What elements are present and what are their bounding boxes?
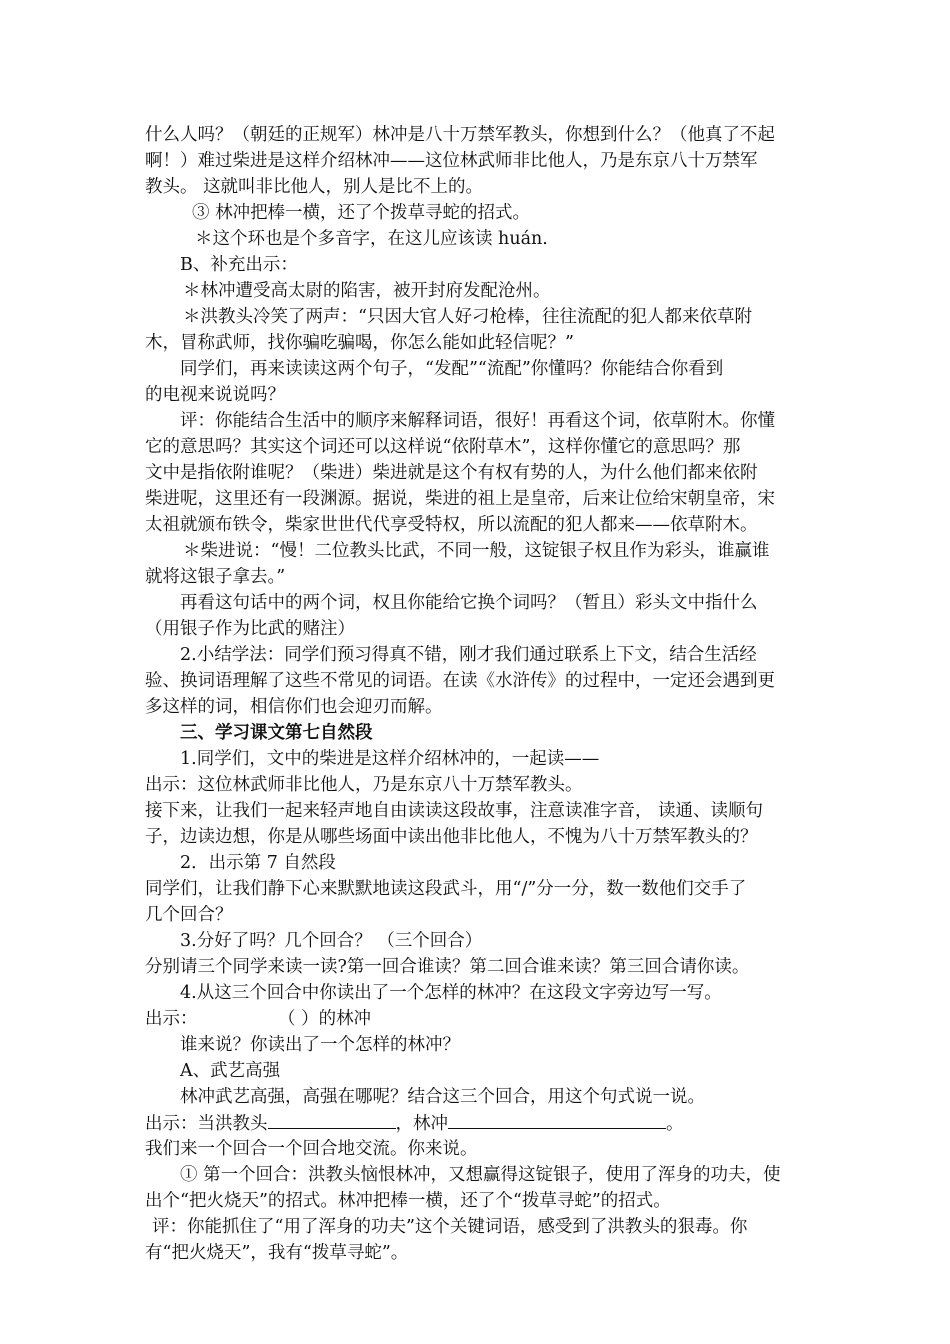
text-line: 谁来说？你读出了一个怎样的林冲？: [180, 1035, 460, 1055]
text-line: B、补充出示：: [180, 255, 298, 275]
text-line: 2．出示第 7 自然段: [180, 853, 336, 873]
text-line: 2.小结学法：同学们预习得真不错，刚才我们通过联系上下文，结合生活经: [180, 645, 757, 665]
text-line: ① 第一个回合：洪教头恼恨林冲，又想赢得这锭银子，使用了浑身的功夫，使: [180, 1165, 781, 1185]
text-line: 同学们，让我们静下心来默默地读这段武斗，用“/”分一分，数一数他们交手了: [145, 879, 747, 899]
text-line: 的电视来说说吗？: [145, 385, 285, 405]
text-line: 出个“把火烧天”的招式。林冲把棒一横，还了个“拨草寻蛇”的招式。: [145, 1191, 671, 1211]
text-line: 木，冒称武师，找你骗吃骗喝，你怎么能如此轻信呢？”: [145, 333, 574, 353]
text-line: 子，边读边想，你是从哪些场面中读出他非比他人，不愧为八十万禁军教头的？: [145, 827, 758, 847]
text-line: ＊洪教头冷笑了两声：“只因大官人好刁枪棒，往往流配的犯人都来依草附: [183, 307, 752, 327]
blank-line: [268, 1110, 396, 1129]
text-line: ③ 林冲把棒一横，还了个拨草寻蛇的招式。: [192, 203, 531, 223]
text-line: 3.分好了吗？几个回合？ （三个回合）: [180, 931, 483, 951]
text-line: 评：你能抓住了“用了浑身的功夫”这个关键词语，感受到了洪教头的狠毒。你: [152, 1217, 748, 1237]
text-line: 评：你能结合生活中的顺序来解释词语，很好！再看这个词，依草附木。你懂: [180, 411, 775, 431]
text-line: 什么人吗？（朝廷的正规军）林冲是八十万禁军教头，你想到什么？（他真了不起: [145, 125, 775, 145]
text-line: A、武艺高强: [180, 1061, 281, 1081]
sentence-frame: [145, 1110, 684, 1136]
text-line: 我们来一个回合一个回合地交流。你来说。: [145, 1139, 478, 1159]
text-line: 文中是指依附谁呢？（柴进）柴进就是这个有权有势的人，为什么他们都来依附: [145, 463, 758, 483]
text-line: ＊这个环也是个多音字，在这儿应该读 huán.: [195, 229, 548, 249]
text-line: 教头。 这就叫非比他人，别人是比不上的。: [145, 177, 484, 197]
text-line: 啊！）难过柴进是这样介绍林冲——这位林武师非比他人，乃是东京八十万禁军: [145, 151, 758, 171]
text-line: 多这样的词，相信你们也会迎刃而解。: [145, 697, 443, 717]
text-line: 太祖就颁布铁令，柴家世世代代享受特权，所以流配的犯人都来——依草附木。: [145, 515, 758, 535]
text-line: 分别请三个同学来读一读?第一回合谁读？第二回合谁来读？第三回合请你读。: [145, 957, 750, 977]
text-fragment: 出示：当洪教头: [145, 1114, 268, 1134]
text-line: 有“把火烧天”，我有“拨草寻蛇”。: [145, 1243, 409, 1263]
text-line: 同学们，再来读读这两个句子，“发配”“流配”你懂吗？你能结合你看到: [180, 359, 724, 379]
text-line: 出示：这位林武师非比他人，乃是东京八十万禁军教头。: [145, 775, 583, 795]
text-fragment: 。: [666, 1114, 684, 1134]
text-line: 验、换词语理解了这些不常见的词语。在读《水浒传》的过程中，一定还会遇到更: [145, 671, 775, 691]
text-line: 它的意思吗？其实这个词还可以这样说“依附草木”，这样你懂它的意思吗？那: [145, 437, 741, 457]
blank-line: [448, 1110, 666, 1129]
text-line: 几个回合？: [145, 905, 233, 925]
text-line: 再看这句话中的两个词，权且你能给它换个词吗？（暂且）彩头文中指什么: [180, 593, 758, 613]
text-fragment: ，林冲: [395, 1114, 448, 1134]
text-line: 4.从这三个回合中你读出了一个怎样的林冲？在这段文字旁边写一写。: [180, 983, 722, 1003]
fill-blank-text: （ ）的林冲: [278, 1009, 372, 1029]
text-line: （用银子作为比武的赌注）: [145, 619, 355, 639]
text-line: 柴进呢，这里还有一段渊源。据说，柴进的祖上是皇帝，后来让位给宋朝皇帝，宋: [145, 489, 775, 509]
text-line: ＊林冲遭受高太尉的陷害，被开封府发配沧州。: [183, 281, 551, 301]
text-line: 出示：: [145, 1009, 198, 1029]
section-heading: 三、学习课文第七自然段: [180, 723, 373, 743]
text-line: 就将这银子拿去。”: [145, 567, 286, 587]
text-line: 接下来，让我们一起来轻声地自由读读这段故事，注意读准字音， 读通、读顺句: [145, 801, 764, 821]
text-line: ＊柴进说：“慢！二位教头比武，不同一般，这锭银子权且作为彩头，谁赢谁: [183, 541, 770, 561]
text-line: 1.同学们，文中的柴进是这样介绍林冲的，一起读——: [180, 749, 600, 769]
text-line: 林冲武艺高强，高强在哪呢？结合这三个回合，用这个句式说一说。: [180, 1087, 705, 1107]
